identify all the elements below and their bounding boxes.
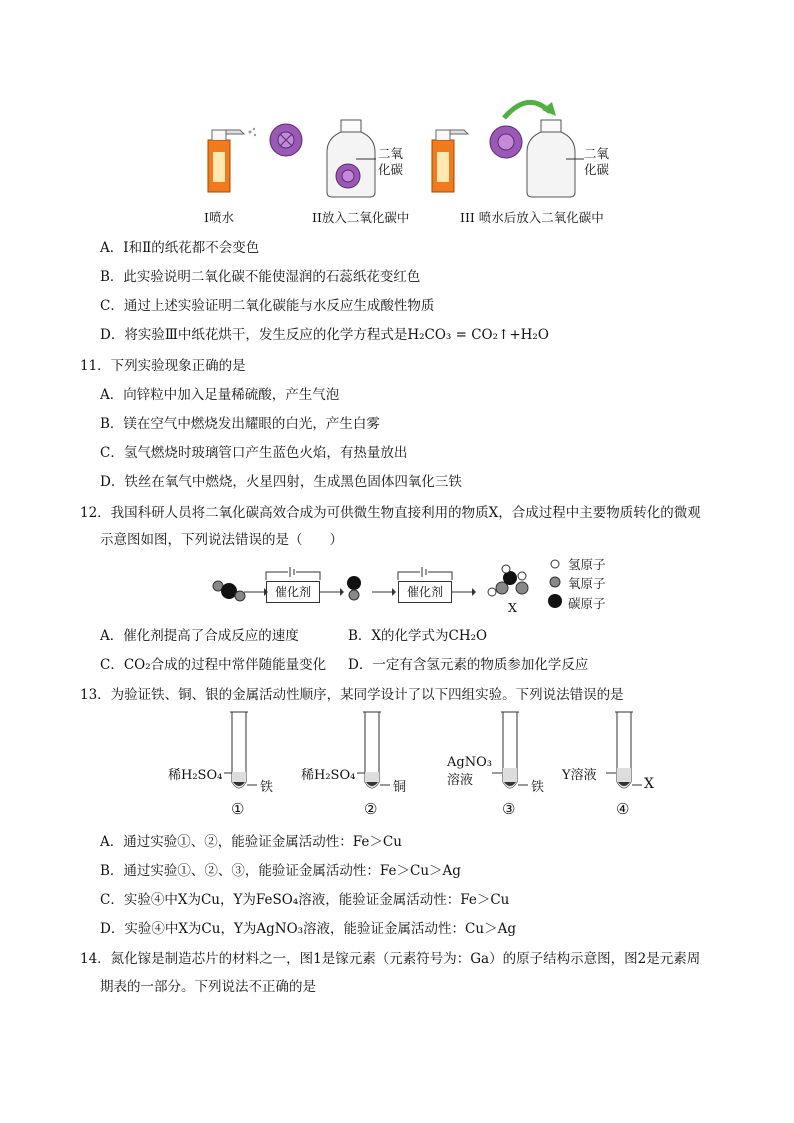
q14-stem-1: 14．氮化镓是制造芯片的材料之一，图1是镓元素（元素符号为：Ga）的原子结构示意图，图2是元素周 (80, 951, 701, 967)
spray-bottle-1-icon (200, 118, 260, 198)
battery-1-icon (266, 566, 320, 582)
q10-option-c: C．通过上述实验证明二氧化碳能与水反应生成酸性物质 (100, 298, 435, 314)
test-tube-4-icon (614, 712, 634, 794)
q11-stem: 11．下列实验现象正确的是 (80, 358, 246, 374)
legend-hydrogen: 氢原子 (568, 557, 606, 572)
tube-3-metal: 铁 (531, 780, 545, 795)
arrow-4-icon (452, 588, 476, 596)
q13-option-d: D．实验④中X为Cu，Y为AgNO₃溶液，能验证金属活动性：Cu＞Ag (100, 921, 516, 937)
tube-2-metal-line (380, 784, 390, 786)
arrow-1-icon (244, 588, 268, 596)
q12-option-c: C．CO₂合成的过程中常伴随能量变化 (100, 657, 327, 673)
catalyst-box-1: 催化剂 (266, 581, 320, 603)
q11-option-c: C．氢气燃烧时玻璃管口产生蓝色火焰，有热量放出 (100, 445, 408, 461)
tube-1-metal-line (247, 784, 257, 786)
tube-4-number: ④ (616, 800, 630, 818)
tube-3-metal-line (518, 784, 528, 786)
caption-3: III 喷水后放入二氧化碳中 (460, 210, 604, 225)
paper-flower-3-icon (486, 122, 526, 162)
tube-4-liquid-line (606, 772, 616, 774)
q11-option-a: A．向锌粒中加入足量稀硫酸，产生气泡 (100, 387, 340, 403)
arrow-2-icon (320, 588, 344, 596)
q13-option-c: C．实验④中X为Cu，Y为FeSO₄溶液，能验证金属活动性：Fe＞Cu (100, 892, 510, 908)
caption-2: II放入二氧化碳中 (312, 210, 410, 225)
q11-option-d: D．铁丝在氧气中燃烧，火星四射，生成黑色固体四氧化三铁 (100, 474, 462, 490)
q13-stem: 13．为验证铁、铜、银的金属活动性顺序，某同学设计了以下四组实验。下列说法错误的是 (80, 687, 624, 703)
paper-flower-1-icon (266, 120, 306, 160)
q13-option-b: B．通过实验①、②、③，能验证金属活动性：Fe＞Cu＞Ag (100, 863, 461, 879)
q10-option-b: B．此实验说明二氧化碳不能使湿润的石蕊纸花变红色 (100, 269, 421, 285)
tube-2-metal: 铜 (393, 780, 407, 795)
hydrogen-legend-icon (550, 559, 560, 569)
tube-4-liquid: Y溶液 (562, 768, 597, 783)
carbon-legend-icon (547, 593, 563, 609)
co2-label-2: 二氧 化碳 (584, 146, 610, 177)
battery-2-icon (398, 566, 452, 582)
catalyst-box-2: 催化剂 (398, 581, 452, 603)
tube-2-liquid-line (357, 772, 365, 774)
tube-1-liquid: 稀H₂SO₄ (168, 768, 223, 783)
legend-carbon: 碳原子 (568, 596, 606, 611)
tube-1-metal: 铁 (260, 780, 274, 795)
q10-option-a: A．Ⅰ和Ⅱ的纸花都不会变色 (100, 240, 260, 256)
tube-4-metal-line (632, 784, 642, 786)
q11-option-b: B．镁在空气中燃烧发出耀眼的白光，产生白雾 (100, 416, 380, 432)
test-tube-2-icon (362, 712, 382, 794)
product-x-molecule-icon (486, 566, 532, 600)
co2-label-1: 二氧 化碳 (378, 146, 404, 177)
q12-option-b: B．X的化学式为CH₂O (348, 628, 488, 644)
co-molecule-icon (344, 574, 364, 604)
q12-stem-1: 12．我国科研人员将二氧化碳高效合成为可供微生物直接利用的物质X，合成过程中主要物质转化的微观 (80, 505, 701, 521)
tube-1-liquid-line (224, 772, 232, 774)
q12-option-a: A．催化剂提高了合成反应的速度 (100, 628, 299, 644)
arrow-3-icon (372, 588, 396, 596)
tube-3-liquid: AgNO₃ 溶液 (447, 755, 492, 788)
q12-option-d: D．一定有含氢元素的物质参加化学反应 (348, 657, 589, 673)
tube-2-number: ② (364, 800, 378, 818)
q12-stem-2: 示意图如图，下列说法错误的是（ ） (100, 532, 343, 548)
oxygen-legend-icon (549, 576, 561, 588)
caption-1: I喷水 (204, 210, 234, 225)
tube-2-liquid: 稀H₂SO₄ (301, 768, 356, 783)
legend-oxygen: 氧原子 (568, 576, 606, 591)
spray-bottle-3-icon (424, 118, 484, 198)
tube-4-metal: X (644, 776, 654, 792)
pointer-line-2 (566, 158, 584, 160)
co2-molecule-icon (212, 578, 246, 604)
q13-option-a: A．通过实验①、②，能验证金属活动性：Fe＞Cu (100, 834, 402, 850)
q10-option-d: D．将实验Ⅲ中纸花烘干，发生反应的化学方程式是H₂CO₃ = CO₂↑+H₂O (100, 327, 549, 343)
tube-3-liquid-line (492, 772, 502, 774)
pointer-line-1 (356, 158, 376, 160)
x-label: X (508, 600, 517, 615)
test-tube-3-icon (500, 712, 520, 794)
tube-3-number: ③ (502, 800, 516, 818)
q14-stem-2: 期表的一部分。下列说法不正确的是 (100, 979, 316, 995)
test-tube-1-icon (229, 712, 249, 794)
tube-1-number: ① (231, 800, 245, 818)
